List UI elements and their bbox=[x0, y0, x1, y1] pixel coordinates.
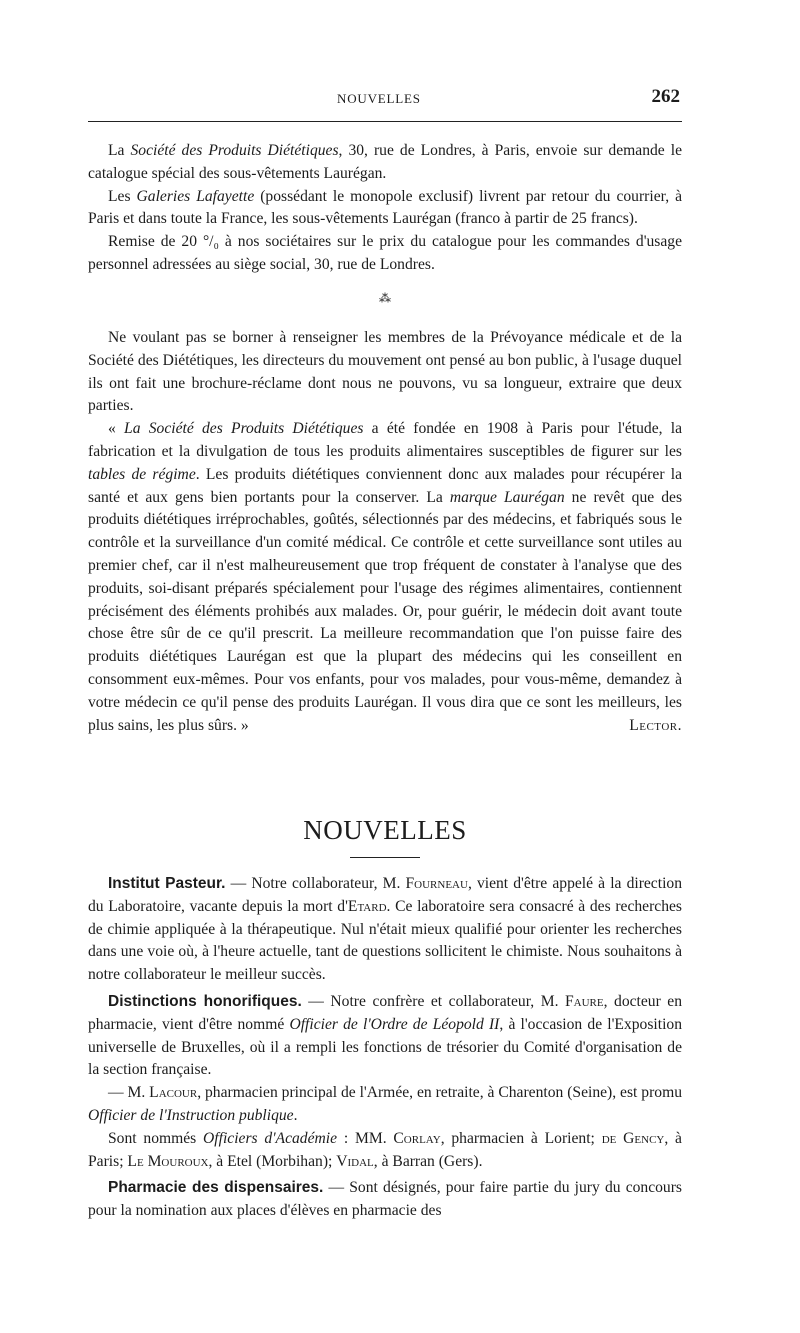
article-block bbox=[88, 327, 682, 737]
text: Remise de 20 bbox=[108, 233, 203, 251]
italic-text: Officier de l'Ordre de Léopold II bbox=[289, 1015, 500, 1033]
person-name: de Gency bbox=[601, 1129, 665, 1147]
italic-text: Officier de l'Instruction publique bbox=[88, 1106, 294, 1124]
news-heading: Distinctions honorifiques. bbox=[108, 992, 302, 1010]
text: ne revêt que des produits diététiques irréprochables, goûtés, sélectionnés par des médecins, et fabriqués sous le contrôle et la surveillance d'un comité médical. Ce contrôle et cette surveillance sont utiles au premier chef, car il n'est malheureusement que trop fréquent de constater à l'analyse que des produits, soi-disant préparés spécialement pour l'usage des régimes alimentaires, contiennent précisément des éléments prohibés aux malades. Or, pour guérir, le médecin doit avant toute chose être sûr de ce qu'il prescrit. La meilleure recommandation que l'on puisse faire des produits diététiques Laurégan est que la plupart des médecins qui les conseillent en consomment eux-mêmes. Pour vos enfants, pour vos malades, pour vous-même, demandez à votre médecin ce qu'il pense des produits Laurégan. Il vous dira que ce sont les meilleurs, les plus sains, les plus sûrs. » bbox=[88, 488, 683, 734]
news-pasteur bbox=[88, 873, 682, 987]
text: — M. bbox=[108, 1084, 150, 1102]
text: , à Barran (Gers). bbox=[373, 1152, 483, 1170]
text: , à l'occasion de l'Exposition universelle de Bruxelles, où il a rempli les fonctions de trésorier du Comité d'organisation de la section française. bbox=[88, 1015, 683, 1079]
text: , pharmacien principal de l'Armée, en retraite, à Charenton (Seine), est promu bbox=[197, 1084, 682, 1102]
advert-paragraph-2 bbox=[88, 186, 682, 232]
advert-paragraph-3 bbox=[88, 231, 682, 277]
asterism-separator: ⁂ bbox=[379, 291, 391, 305]
italic-text: Société des Produits Diététiques bbox=[130, 142, 339, 159]
page-number: 262 bbox=[651, 86, 680, 107]
section-title-rule bbox=[350, 857, 420, 858]
text: , docteur en pharmacie, vient d'être nommé bbox=[88, 992, 683, 1033]
text: — Notre collaborateur, M. bbox=[225, 875, 406, 892]
text: « bbox=[108, 420, 125, 438]
text: , à Paris; bbox=[88, 1129, 682, 1170]
running-head bbox=[88, 88, 682, 112]
text: à nos sociétaires sur le prix du catalogue pour les commandes d'usage personnel adressées au siège social, 30, rue de Londres. bbox=[88, 233, 683, 273]
text: , 30, rue de Londres, à Paris, envoie sur demande le catalogue spécial des sous-vêtements Laurégan. bbox=[88, 142, 682, 182]
text: . bbox=[293, 1106, 298, 1124]
text: . Les produits diététiques conviennent donc aux malades pour récupérer la santé et aux gens bien portants pour la conserver. La bbox=[88, 465, 682, 506]
advert-block bbox=[88, 140, 682, 277]
news-dispensaires bbox=[88, 1177, 682, 1223]
text: . Ce laboratoire sera consacré à des recherches de chimie appliquée à la thérapeutique. Nul n'était mieux qualifié pour orienter les recherches dans une voie où, à l'heure actuelle, tant de questions sollicitent le chimiste. Nous souhaitons à notre collaborateur le meilleur succès. bbox=[88, 897, 683, 984]
text: Sont nommés bbox=[108, 1129, 204, 1147]
italic-text: Galeries Lafayette bbox=[136, 187, 255, 205]
signature: Lector. bbox=[629, 716, 682, 734]
text: Les bbox=[108, 187, 137, 205]
article-paragraph-1: Ne voulant pas se borner à renseigner les membres de la Prévoyance médicale et de la Société des Diététiques, les directeurs du mouvement ont pensé au bon public, à l'usage duquel ils ont fait une brochure-réclame dont nous ne pouvons, vu sa longueur, extraire que deux parties. bbox=[88, 329, 682, 415]
news-distinctions bbox=[88, 991, 682, 1082]
text: a été fondée en 1908 à Paris pour l'étude, la fabrication et la divulgation de tous les produits alimentaires susceptibles de figurer sur les bbox=[88, 420, 683, 460]
news-lacour bbox=[88, 1082, 682, 1128]
text: , vient d'être appelé à la direction du Laboratoire, vacante depuis la mort d' bbox=[88, 875, 682, 915]
person-name: Corlay bbox=[393, 1129, 441, 1147]
person-name: Faure bbox=[564, 992, 604, 1010]
news-academie bbox=[88, 1128, 682, 1174]
text: , à Etel (Morbihan); bbox=[208, 1152, 337, 1170]
text: : MM. bbox=[337, 1129, 394, 1147]
advert-paragraph-1 bbox=[88, 140, 682, 186]
article-paragraph-2 bbox=[88, 418, 682, 737]
text: — Notre confrère et collaborateur, M. bbox=[301, 992, 565, 1010]
running-head-title: NOUVELLES bbox=[337, 91, 421, 106]
person-name: Le Mouroux bbox=[127, 1152, 209, 1170]
text: , pharmacien à Lorient; bbox=[440, 1129, 602, 1147]
news-block bbox=[88, 873, 682, 1223]
news-heading: Pharmacie des dispensaires. bbox=[108, 1179, 324, 1197]
person-name: Lacour bbox=[149, 1084, 198, 1102]
text: La bbox=[108, 142, 131, 159]
header-rule bbox=[88, 121, 682, 122]
person-name: Fourneau bbox=[405, 875, 468, 892]
person-name: Etard bbox=[347, 897, 387, 915]
news-heading: Institut Pasteur. bbox=[108, 875, 226, 892]
italic-text: Officiers d'Académie bbox=[203, 1129, 338, 1147]
italic-text: La Société des Produits Diététiques bbox=[124, 420, 364, 438]
text: — Sont désignés, pour faire partie du jury du concours pour la nomination aux places d'élèves en pharmacie des bbox=[88, 1179, 682, 1220]
text: (possédant le monopole exclusif) livrent par retour du courrier, à Paris et dans toute la France, les sous-vêtements Laurégan (franco à partir de 25 francs). bbox=[88, 187, 682, 228]
percent-sign: °/₀ bbox=[202, 233, 219, 251]
section-title: NOUVELLES bbox=[303, 815, 467, 845]
italic-text: marque Laurégan bbox=[449, 488, 565, 506]
person-name: Vidal bbox=[336, 1152, 374, 1170]
italic-text: tables de régime bbox=[88, 465, 196, 483]
